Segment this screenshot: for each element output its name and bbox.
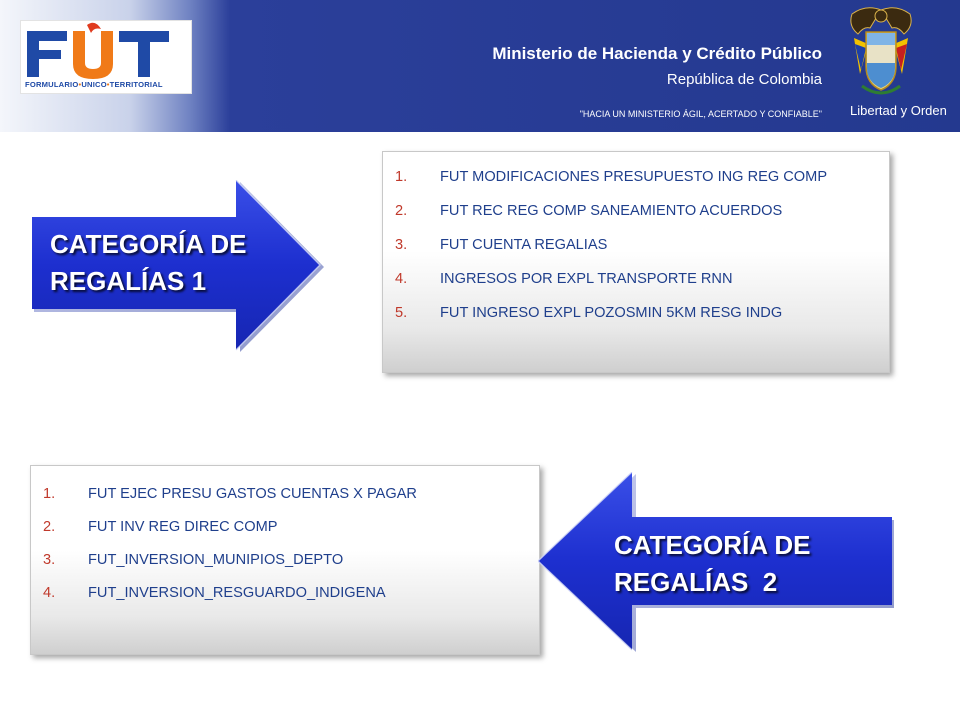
list-item-number: 2. [43, 519, 56, 535]
list-item-number: 5. [395, 305, 408, 321]
list-item [395, 194, 877, 228]
ministry-title: Ministerio de Hacienda y Crédito Público [492, 44, 822, 63]
category-2-label-line2: REGALÍAS 2 [614, 567, 778, 597]
list-item-text: FUT_INVERSION_RESGUARDO_INDIGENA [88, 585, 386, 601]
list-item-number: 1. [43, 486, 56, 502]
list-item-text: FUT REC REG COMP SANEAMIENTO ACUERDOS [440, 203, 783, 219]
list-item-number: 2. [395, 203, 408, 219]
list-item-text: FUT EJEC PRESU GASTOS CUENTAS X PAGAR [88, 486, 417, 502]
category-1-list [382, 151, 890, 373]
fut-logo-tagline: FORMULARIO•UNICO•TERRITORIAL [25, 80, 163, 89]
list-item [395, 228, 877, 262]
category-1-label-line1: CATEGORÍA DE [50, 229, 247, 259]
fut-logo [20, 20, 192, 94]
list-item-number: 3. [395, 237, 408, 253]
list-item-number: 3. [43, 552, 56, 568]
list-item-number: 4. [395, 271, 408, 287]
list-item [395, 262, 877, 296]
list-item [43, 544, 527, 577]
category-2-label [614, 527, 810, 601]
category-2-list [30, 465, 540, 655]
list-item-number: 1. [395, 169, 408, 185]
category-1-label-line2: REGALÍAS 1 [50, 266, 207, 296]
category-1-label [50, 226, 246, 300]
ministry-slogan: "HACIA UN MINISTERIO ÁGIL, ACERTADO Y CONFIABLE" [579, 109, 822, 119]
list-item [43, 478, 527, 511]
coat-of-arms-icon [846, 4, 916, 100]
list-item [395, 296, 877, 330]
ministry-subtitle: República de Colombia [666, 71, 822, 88]
list-item-text: FUT_INVERSION_MUNIPIOS_DEPTO [88, 552, 344, 568]
list-item [43, 511, 527, 544]
list-item-text: FUT CUENTA REGALIAS [440, 237, 608, 253]
list-item-text: INGRESOS POR EXPL TRANSPORTE RNN [440, 271, 733, 287]
list-item [43, 577, 527, 610]
list-item-number: 4. [43, 585, 56, 601]
coat-motto: Libertad y Orden [850, 103, 947, 118]
category-2-label-line1: CATEGORÍA DE [614, 530, 811, 560]
list-item-text: FUT INGRESO EXPL POZOSMIN 5KM RESG INDG [440, 305, 783, 321]
list-item-text: FUT INV REG DIREC COMP [88, 519, 278, 535]
header-banner [0, 0, 960, 132]
list-item-text: FUT MODIFICACIONES PRESUPUESTO ING REG COMP [440, 169, 828, 185]
list-item [395, 160, 877, 194]
